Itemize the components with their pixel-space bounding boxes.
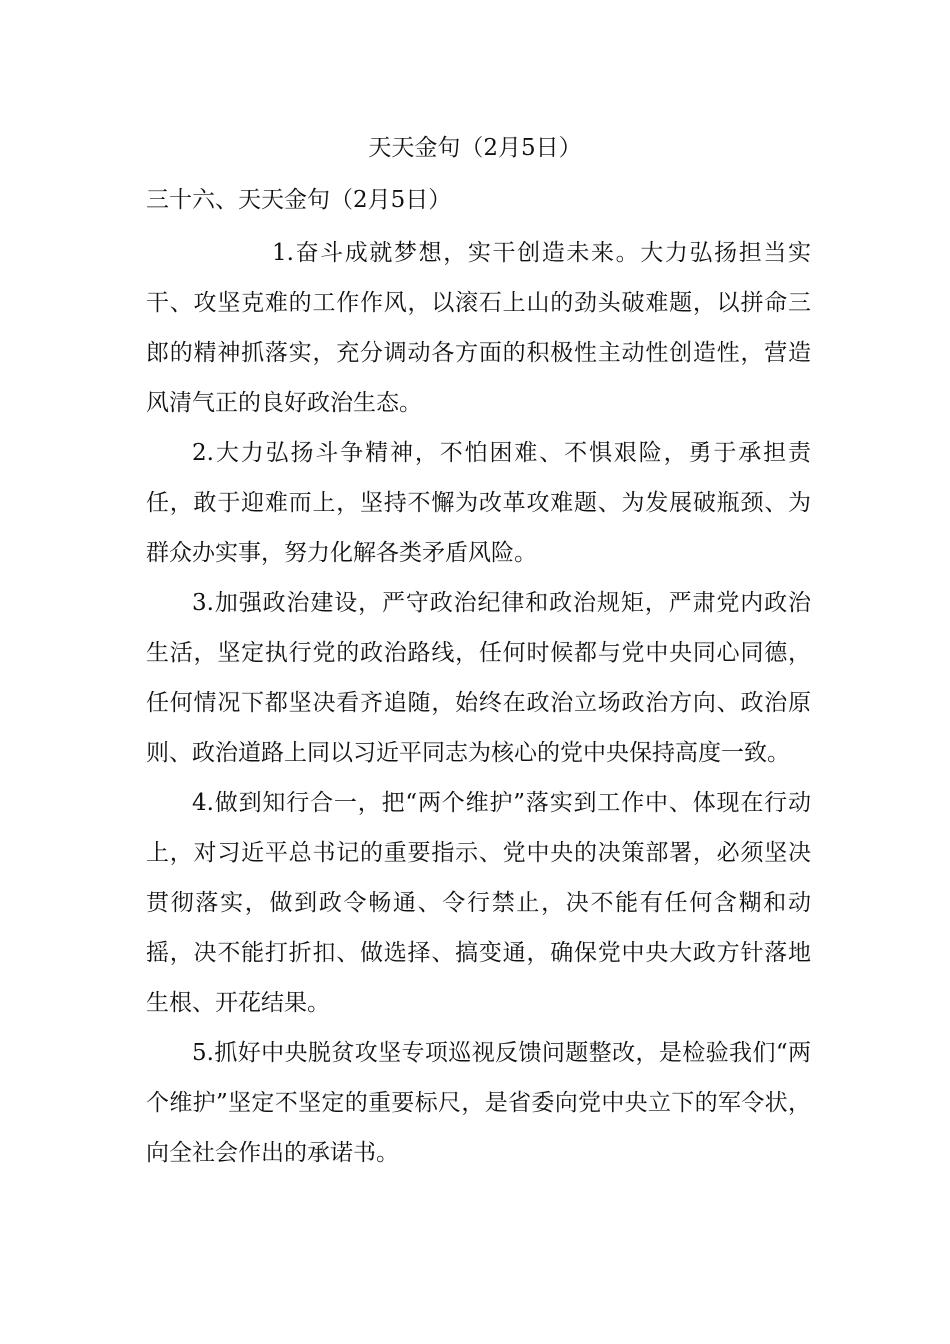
document-title: 天天金句（2月5日） [368, 135, 582, 161]
section-heading: 三十六、天天金句（2月5日） [146, 187, 452, 213]
paragraph-4: 4.做到知行合一，把“两个维护”落实到工作中、体现在行动上，对习近平总书记的重要指示、党中央的决策部署，必须坚决贯彻落实，做到政令畅通、令行禁止，决不能有任何含糊和动摇，决不能打折扣、做选择、搞变通，确保党中央大政方针落地生根、开花结果。 [146, 790, 811, 1016]
paragraph-5: 5.抓好中央脱贫攻坚专项巡视反馈问题整改，是检验我们“两个维护”坚定不坚定的重要标尺，是省委向党中央立下的军令状，向全社会作出的承诺书。 [146, 1040, 811, 1166]
document-body [146, 228, 811, 1178]
paragraph-3: 3.加强政治建设，严守政治纪律和政治规矩，严肃党内政治生活，坚定执行党的政治路线，任何时候都与党中央同心同德，任何情况下都坚决看齐追随，始终在政治立场政治方向、政治原则、政治道路上同以习近平同志为核心的党中央保持高度一致。 [146, 590, 811, 766]
paragraph-1: 1.奋斗成就梦想，实干创造未来。大力弘扬担当实干、攻坚克难的工作作风，以滚石上山的劲头破难题，以拼命三郎的精神抓落实，充分调动各方面的积极性主动性创造性，营造风清气正的良好政治生态。 [146, 240, 811, 416]
paragraph-2: 2.大力弘扬斗争精神，不怕困难、不惧艰险，勇于承担责任，敢于迎难而上，坚持不懈为改革攻难题、为发展破瓶颈、为群众办实事，努力化解各类矛盾风险。 [146, 440, 811, 566]
